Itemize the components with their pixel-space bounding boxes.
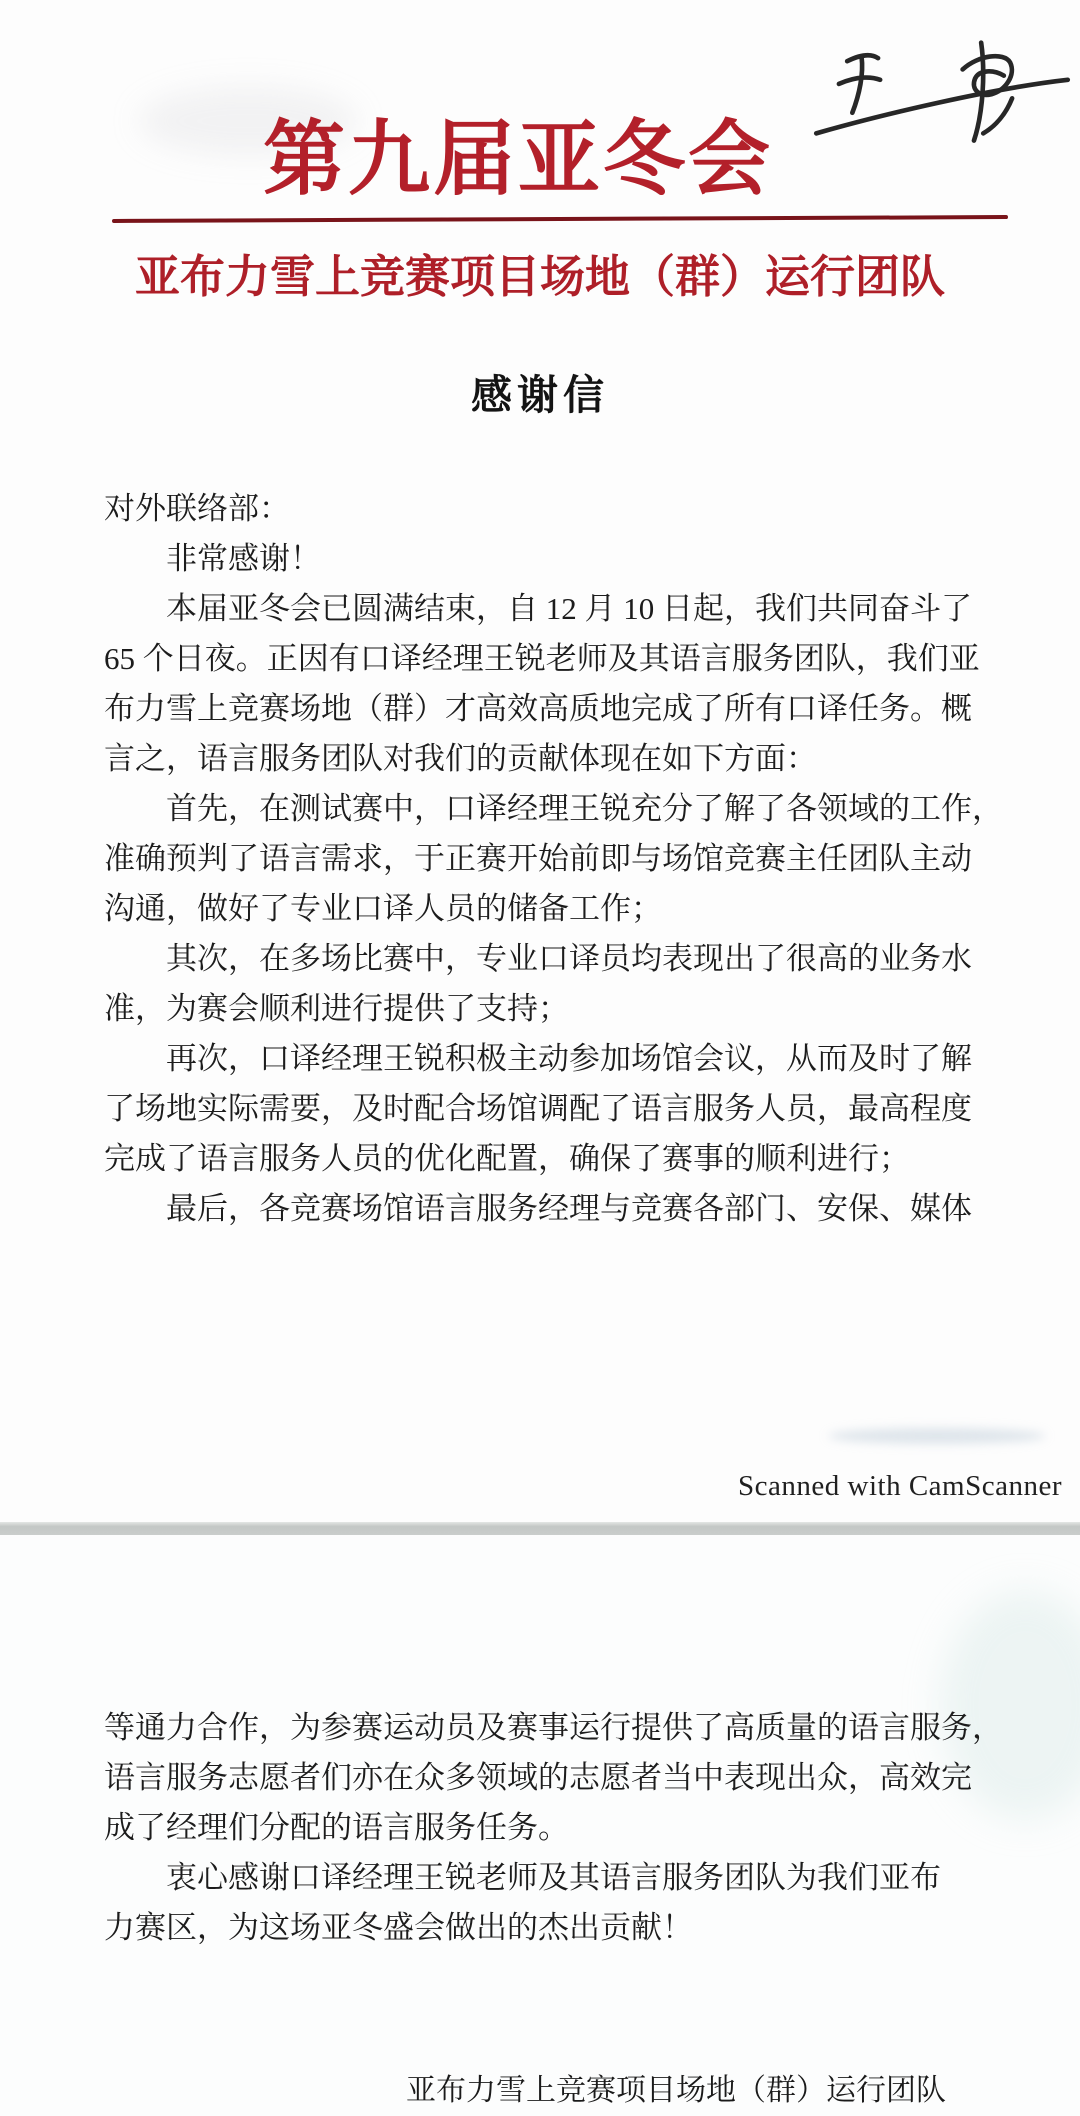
letter-page-2 [0,1535,1080,2116]
body-line: 准，为赛会顺利进行提供了支持； [104,991,569,1026]
closing-signature: 亚布力雪上竞赛项目场地（群）运行团队 [406,2074,946,2107]
letter-body-page1 [104,484,1003,1234]
body-line: 等通力合作，为参赛运动员及赛事运行提供了高质量的语言服务， [104,1710,1003,1745]
camscanner-watermark: Scanned with CamScanner [738,1470,1062,1502]
header-rule [112,215,1008,223]
letter-title: 感谢信 [471,372,609,418]
body-line: 了场地实际需要，及时配合场馆调配了语言服务人员，最高程度 [104,1091,972,1126]
body-line: 首先，在测试赛中，口译经理王锐充分了解了各领域的工作， [166,791,1003,826]
letter-body-page2 [104,1703,1003,1953]
body-line: 对外联络部： [104,491,290,526]
body-line: 力赛区，为这场亚冬盛会做出的杰出贡献！ [104,1910,693,1945]
body-line: 语言服务志愿者们亦在众多领域的志愿者当中表现出众，高效完 [104,1760,972,1795]
body-line: 非常感谢！ [166,541,321,576]
body-line: 完成了语言服务人员的优化配置，确保了赛事的顺利进行； [104,1141,910,1176]
body-line: 成了经理们分配的语言服务任务。 [104,1810,569,1845]
body-line: 衷心感谢口译经理王锐老师及其语言服务团队为我们亚布 [166,1860,941,1895]
scan-smudge [828,1428,1046,1444]
org-title: 第九届亚冬会 [262,114,773,205]
page-divider [0,1522,1080,1535]
body-line: 沟通，做好了专业口译人员的储备工作； [104,891,662,926]
body-line: 65 个日夜。正因有口译经理王锐老师及其语言服务团队，我们亚 [104,641,980,676]
body-line: 布力雪上竞赛场地（群）才高效高质地完成了所有口译任务。概 [104,691,972,726]
body-line: 言之，语言服务团队对我们的贡献体现在如下方面： [104,741,817,776]
body-line: 准确预判了语言需求，于正赛开始前即与场馆竞赛主任团队主动 [104,841,972,876]
body-line: 再次，口译经理王锐积极主动参加场馆会议，从而及时了解 [166,1041,972,1076]
body-line: 本届亚冬会已圆满结束，自 12 月 10 日起，我们共同奋斗了 [166,591,972,626]
body-line: 最后，各竞赛场馆语言服务经理与竞赛各部门、安保、媒体 [166,1191,972,1226]
org-subtitle: 亚布力雪上竞赛项目场地（群）运行团队 [134,252,945,302]
body-line: 其次，在多场比赛中，专业口译员均表现出了很高的业务水 [166,941,972,976]
